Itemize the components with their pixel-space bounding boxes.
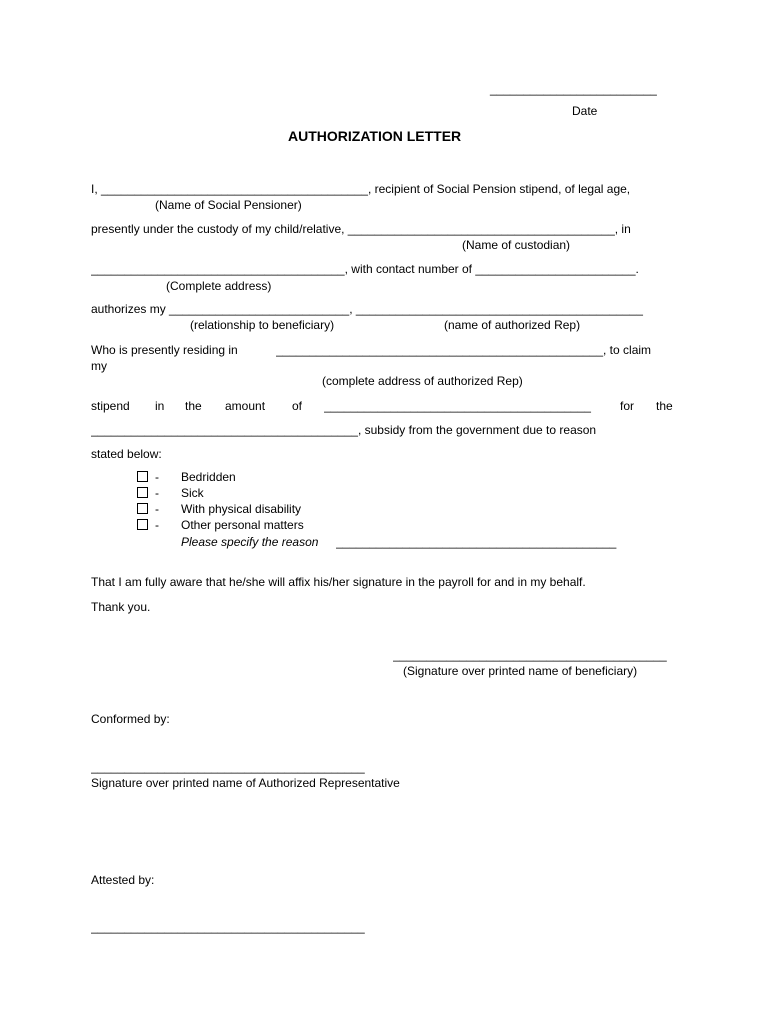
pensioner-name-field[interactable]: I, ________________________________________, recipient of Social Pension stipend, of legal age, bbox=[91, 182, 631, 196]
stipend-word: stipend bbox=[91, 399, 130, 413]
custodian-name-field[interactable]: presently under the custody of my child/relative, ________________________________________, in bbox=[91, 222, 631, 236]
authorized-rep-field[interactable]: authorizes my ___________________________, ___________________________________________ bbox=[91, 302, 643, 316]
attested-by-label: Attested by: bbox=[91, 873, 155, 887]
of-word: of bbox=[292, 399, 303, 413]
option-dash: - bbox=[155, 470, 159, 484]
date-label: Date bbox=[572, 104, 598, 118]
for-word: for bbox=[620, 399, 635, 413]
stated-below-label: stated below: bbox=[91, 447, 162, 461]
beneficiary-signature-field[interactable]: _________________________________________ bbox=[393, 648, 667, 662]
attester-signature-field[interactable]: _________________________________________ bbox=[91, 920, 365, 934]
custodian-name-caption: (Name of custodian) bbox=[462, 238, 571, 252]
date-field[interactable]: _________________________ bbox=[490, 82, 657, 96]
authorized-rep-signature-caption: Signature over printed name of Authorized Representative bbox=[91, 776, 400, 790]
subsidy-field[interactable]: ________________________________________, subsidy from the government due to reason bbox=[91, 423, 597, 437]
amount-word: amount bbox=[225, 399, 266, 413]
address-contact-field[interactable]: ______________________________________, with contact number of ________________________. bbox=[91, 262, 639, 276]
option-label-sick: Sick bbox=[181, 486, 204, 500]
page-title: AUTHORIZATION LETTER bbox=[288, 128, 462, 144]
conformed-by-label: Conformed by: bbox=[91, 712, 170, 726]
relationship-caption: (relationship to beneficiary) bbox=[190, 318, 335, 332]
option-dash: - bbox=[155, 486, 159, 500]
checkbox-sick[interactable] bbox=[137, 487, 148, 498]
in-word: in bbox=[155, 399, 165, 413]
address-caption: (Complete address) bbox=[166, 279, 272, 293]
specify-reason-field[interactable]: __________________________________________ bbox=[336, 535, 617, 549]
awareness-statement: That I am fully aware that he/she will affix his/her signature in the payroll for and in my behalf. bbox=[91, 575, 586, 589]
pensioner-name-caption: (Name of Social Pensioner) bbox=[155, 198, 302, 212]
amount-field[interactable]: ________________________________________ bbox=[324, 399, 591, 413]
option-dash: - bbox=[155, 518, 159, 532]
residing-label: Who is presently residing in bbox=[91, 343, 238, 357]
option-label-physical-disability: With physical disability bbox=[181, 502, 302, 516]
option-label-other-personal-matters: Other personal matters bbox=[181, 518, 304, 532]
specify-reason-label: Please specify the reason bbox=[181, 535, 319, 549]
option-dash: - bbox=[155, 502, 159, 516]
the-word-2: the bbox=[656, 399, 673, 413]
checkbox-other-personal-matters[interactable] bbox=[137, 519, 148, 530]
the-word: the bbox=[185, 399, 202, 413]
residing-continuation: my bbox=[91, 359, 107, 373]
authorized-rep-signature-field[interactable]: _________________________________________ bbox=[91, 760, 365, 774]
beneficiary-signature-caption: (Signature over printed name of beneficiary) bbox=[403, 664, 638, 678]
rep-address-caption: (complete address of authorized Rep) bbox=[322, 374, 523, 388]
thank-you-text: Thank you. bbox=[91, 600, 151, 614]
option-label-bedridden: Bedridden bbox=[181, 470, 236, 484]
checkbox-physical-disability[interactable] bbox=[137, 503, 148, 514]
rep-address-field[interactable]: _________________________________________________, to claim bbox=[276, 343, 652, 357]
authorized-rep-caption: (name of authorized Rep) bbox=[444, 318, 581, 332]
checkbox-bedridden[interactable] bbox=[137, 471, 148, 482]
